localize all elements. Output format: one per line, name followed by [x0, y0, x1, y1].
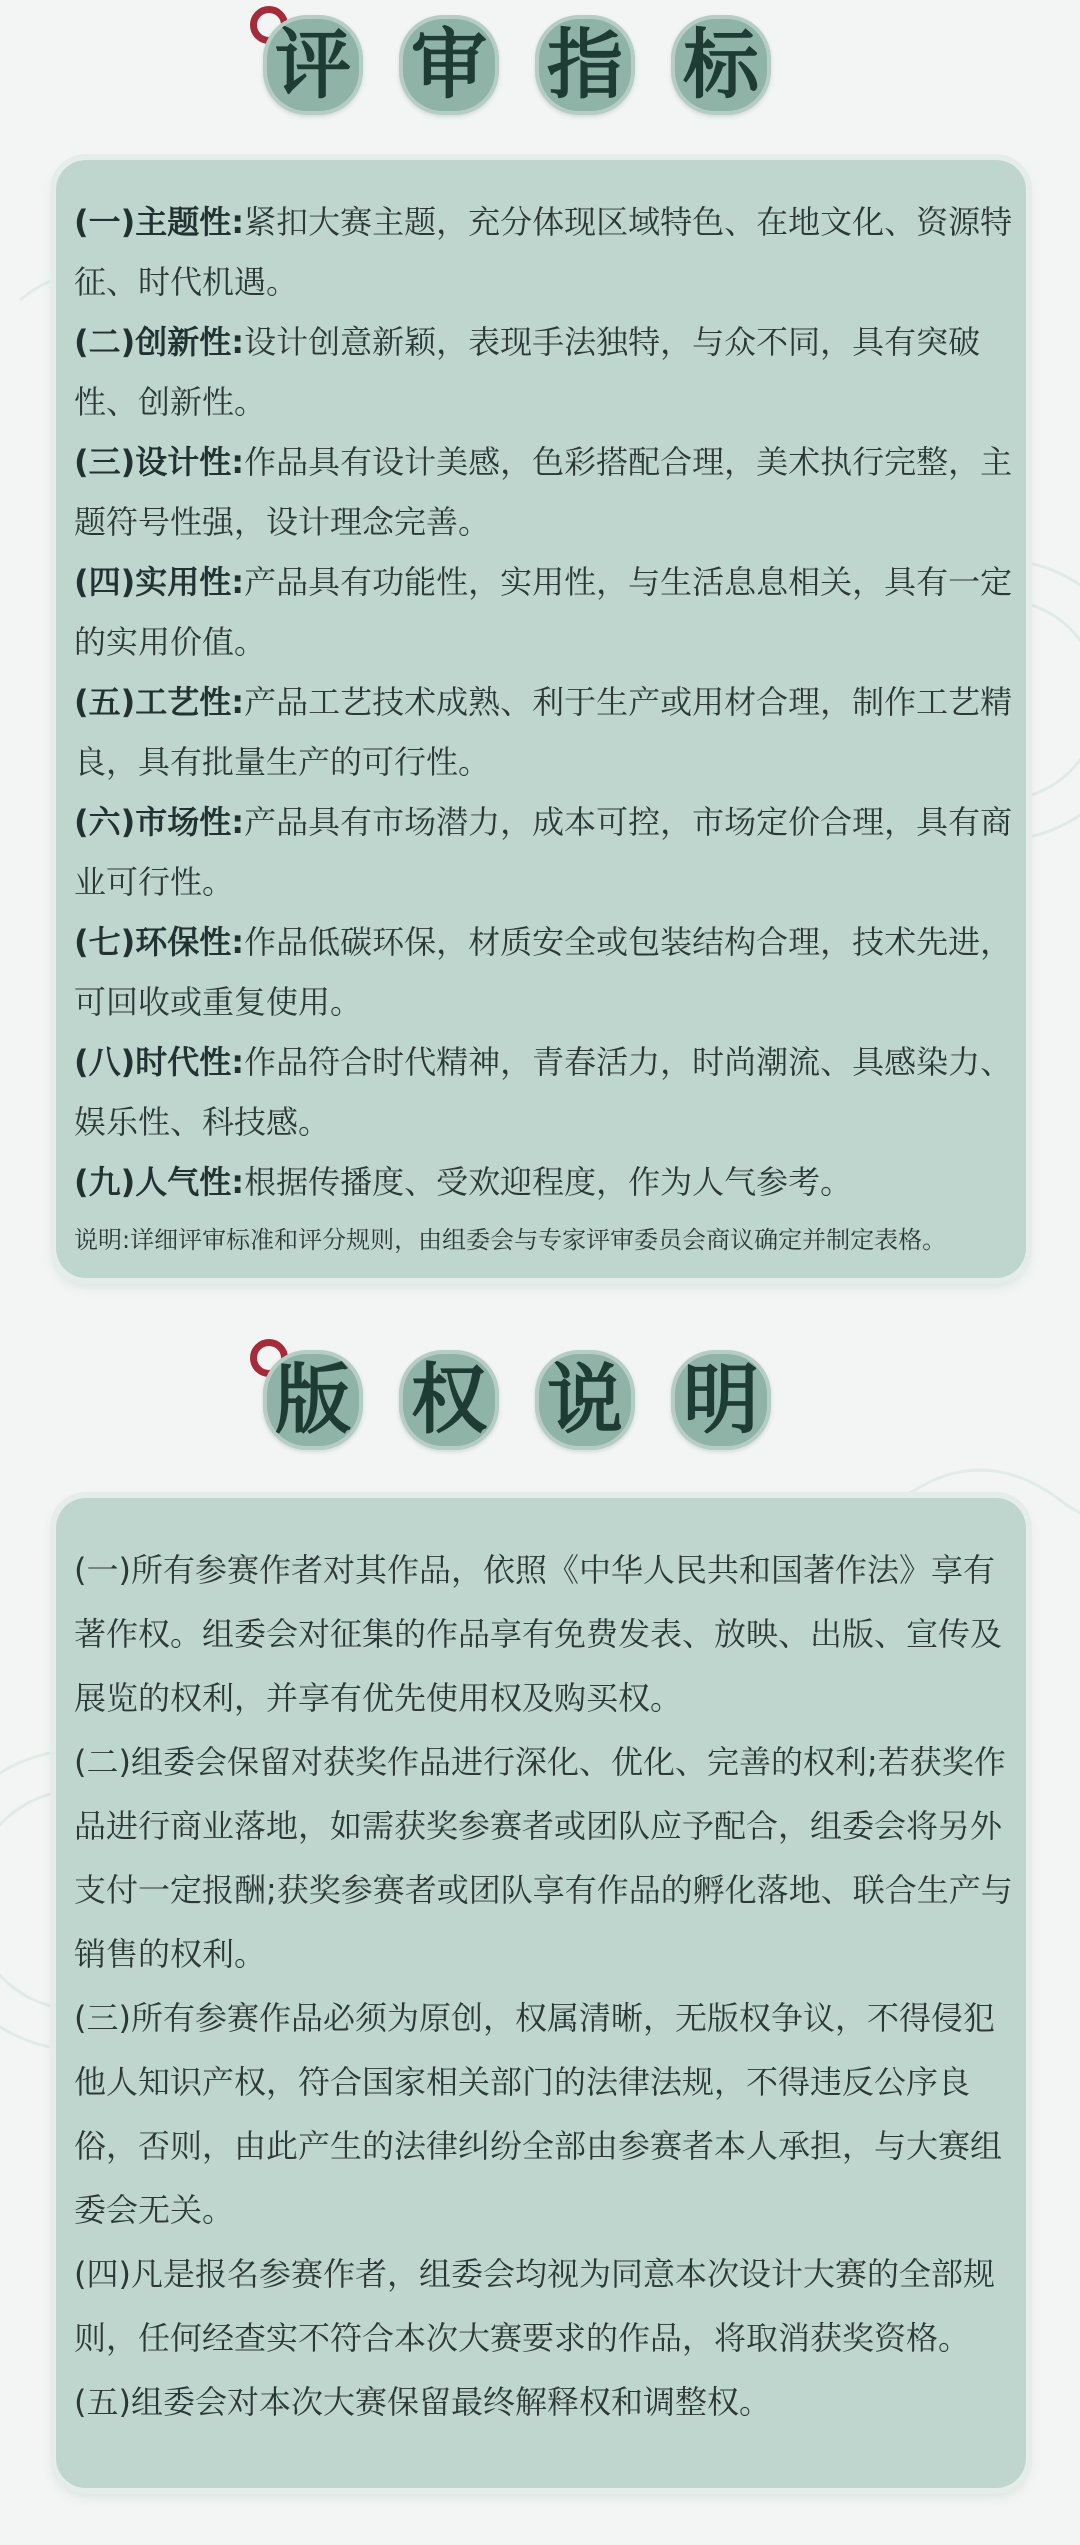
criteria-text: 产品工艺技术成熟、利于生产或用材合理，制作工艺精良，具有批量生产的可行性。 [74, 683, 1013, 781]
title-char: 标 [671, 15, 771, 115]
criteria-label: (八)时代性: [74, 1043, 245, 1081]
criteria-item [74, 312, 1024, 432]
title-char: 权 [399, 1350, 499, 1450]
criteria-item [74, 432, 1024, 552]
criteria-item [74, 792, 1024, 912]
criteria-label: (四)实用性: [74, 563, 245, 601]
criteria-item [74, 192, 1024, 312]
criteria-label: (九)人气性: [74, 1163, 245, 1201]
section-title-review-criteria [0, 0, 1080, 160]
criteria-panel [56, 160, 1026, 1278]
copyright-panel [56, 1498, 1026, 2488]
criteria-label: (六)市场性: [74, 803, 245, 841]
title-char: 评 [263, 15, 363, 115]
criteria-label: (二)创新性: [74, 323, 245, 361]
criteria-label: (五)工艺性: [74, 683, 245, 721]
section-title-copyright [0, 1335, 1080, 1495]
copyright-paragraph: (二)组委会保留对获奖作品进行深化、优化、完善的权利;若获奖作品进行商业落地，如需获奖参赛者或团队应予配合，组委会将另外支付一定报酬;获奖参赛者或团队享有作品的孵化落地、联合生产与销售的权利。 [74, 1743, 1013, 1973]
copyright-paragraph: (四)凡是报名参赛作者，组委会均视为同意本次设计大赛的全部规则，任何经查实不符合本次大赛要求的作品，将取消获奖资格。 [74, 2255, 995, 2357]
criteria-text: 紧扣大赛主题，充分体现区域特色、在地文化、资源特征、时代机遇。 [74, 203, 1013, 301]
criteria-text: 设计创意新颖，表现手法独特，与众不同，具有突破性、创新性。 [74, 323, 981, 421]
title-char: 指 [535, 15, 635, 115]
criteria-item [74, 672, 1024, 792]
copyright-paragraph: (三)所有参赛作品必须为原创，权属清晰，无版权争议，不得侵犯他人知识产权，符合国家相关部门的法律法规，不得违反公序良俗，否则，由此产生的法律纠纷全部由参赛者本人承担，与大赛组委会无关。 [74, 1999, 1003, 2229]
criteria-item [74, 912, 1024, 1032]
criteria-item [74, 552, 1024, 672]
criteria-note: 说明:详细评审标准和评分规则，由组委会与专家评审委员会商议确定并制定表格。 [74, 1226, 947, 1254]
criteria-text: 作品具有设计美感，色彩搭配合理，美术执行完整，主题符号性强，设计理念完善。 [74, 443, 1013, 541]
criteria-text: 产品具有功能性，实用性，与生活息息相关，具有一定的实用价值。 [74, 563, 1013, 661]
copyright-paragraph: (一)所有参赛作者对其作品，依照《中华人民共和国著作法》享有著作权。组委会对征集的作品享有免费发表、放映、出版、宣传及展览的权利，并享有优先使用权及购买权。 [74, 1551, 1003, 1717]
criteria-text: 作品低碳环保，材质安全或包装结构合理，技术先进，可回收或重复使用。 [74, 923, 1013, 1021]
criteria-text: 作品符合时代精神，青春活力，时尚潮流、具感染力、娱乐性、科技感。 [74, 1043, 1013, 1141]
criteria-item [74, 1152, 1024, 1212]
title-char-row [263, 1350, 771, 1450]
title-char: 明 [671, 1350, 771, 1450]
criteria-label: (三)设计性: [74, 443, 245, 481]
criteria-item [74, 1032, 1024, 1152]
criteria-label: (一)主题性: [74, 203, 245, 241]
criteria-text: 产品具有市场潜力，成本可控，市场定价合理，具有商业可行性。 [74, 803, 1013, 901]
criteria-label: (七)环保性: [74, 923, 245, 961]
title-char: 说 [535, 1350, 635, 1450]
title-char: 版 [263, 1350, 363, 1450]
title-char: 审 [399, 15, 499, 115]
copyright-paragraph: (五)组委会对本次大赛保留最终解释权和调整权。 [74, 2383, 771, 2421]
title-char-row [263, 15, 771, 115]
criteria-text: 根据传播度、受欢迎程度，作为人气参考。 [244, 1163, 853, 1201]
